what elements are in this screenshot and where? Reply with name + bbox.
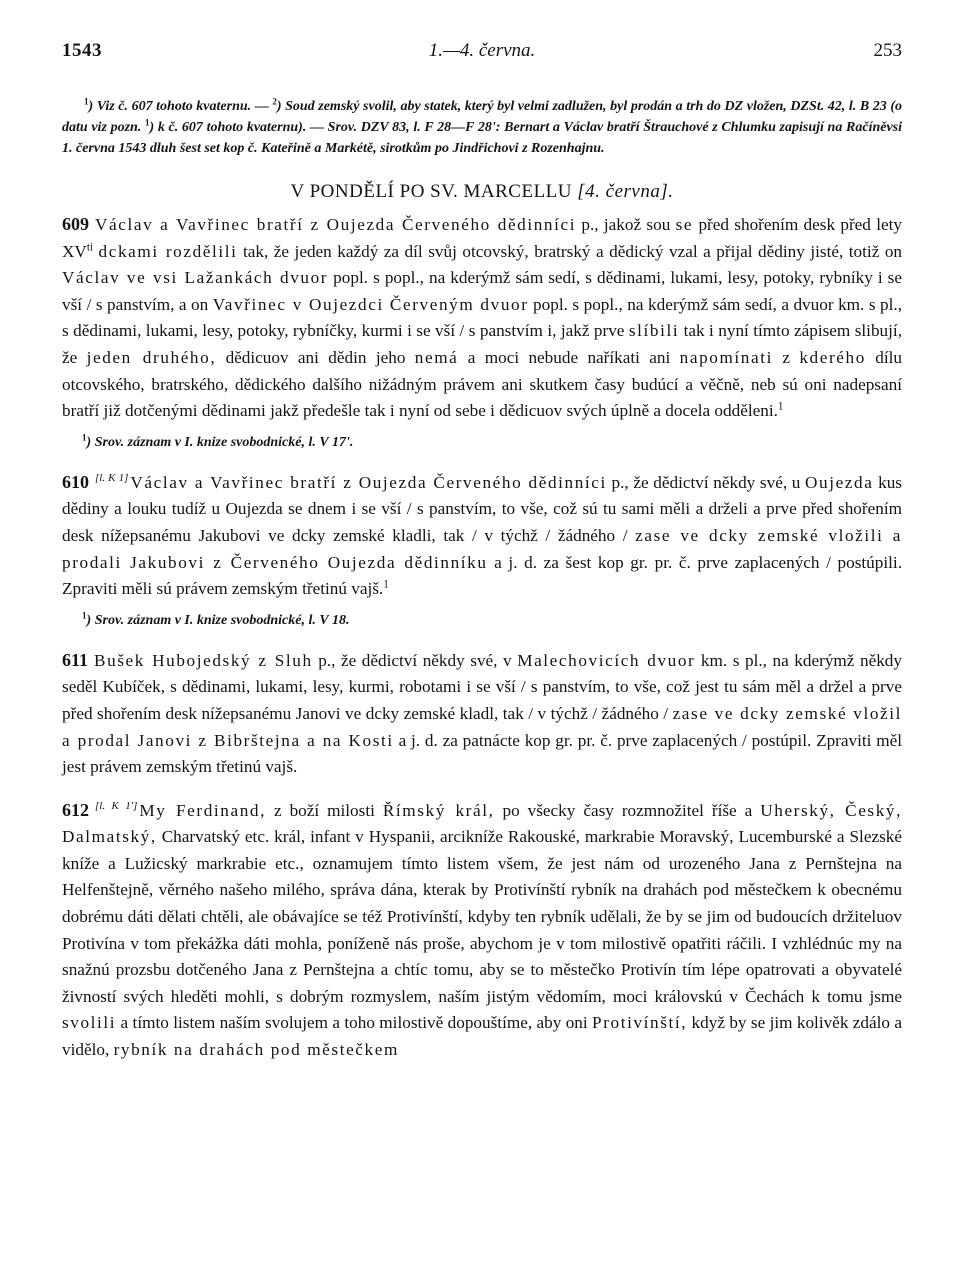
spaced-emphasis: Bušek Hubojedský z Sluh (94, 650, 313, 670)
footnote-reference: 1 (383, 578, 389, 591)
entry-number: 612 (62, 799, 89, 820)
footnote-text: k č. 607 tohoto kvaternu). — Srov. DZV 83, l. F 28—F 28': Bernart a Václav bratří Štrauchové z Chlumku zapisují na Račíněvsi 1. června 1543 dluh šest set kop č. Kateřině a Markétě, sirotkům po Jindřichovi z Rozenhajnu. (62, 120, 903, 156)
footnote-marker: 1 (84, 96, 89, 107)
spaced-emphasis: se (675, 215, 694, 234)
entry-text: kus dědiny a louku tudíž u Oujezda se dnem i se vší / s panstvím, to vše, což sú tu sami měli a drželi a prve před shořením desk nížepsanému Jakubovi ve dcky zemské kladli, tak / v týchž / žádného / (62, 472, 902, 545)
spaced-emphasis: Malechovicích dvuor (517, 650, 696, 670)
folio-mark: [l. K 1] (95, 472, 129, 485)
entry-text: dílu otcovského, bratrského, dědického dalšího nižádným právem ani skutkem časy budúcí a věčně, neb sú oni nadepsaní bratří již dotčenými dědinami jakž předešle tak i nyní od sebe i dědicuov svých úplně a docela odděleni. (62, 347, 902, 421)
spaced-emphasis: kderého (799, 347, 866, 367)
entry-text: a tímto listem naším svolujem a toho milostivě dopouštíme, aby oni (116, 1013, 593, 1033)
spaced-emphasis: Římský král, (382, 800, 495, 820)
entry-text: když by se jim kolivěk zdálo a vidělo, (62, 1013, 902, 1060)
header-year: 1543 (62, 40, 102, 61)
entry-number: 611 (62, 649, 89, 670)
entry-612 (62, 797, 902, 1064)
footnote-marker: 1 (144, 117, 150, 128)
section-title-date: [4. června]. (577, 181, 674, 202)
spaced-emphasis: Oujezda (805, 472, 874, 492)
spaced-emphasis: Václav a Vavřinec bratří z Oujezda Červeného dědinníci (95, 215, 577, 234)
entry-609 (62, 211, 902, 425)
section-title (62, 181, 902, 203)
spaced-emphasis: Uherský, Český, Dalmatský, (62, 800, 902, 847)
entry-text: p., jakož sou (576, 215, 676, 234)
entry-text: po všecky časy rozmnožitel říše a (494, 800, 761, 820)
entry-text: p., že dědictví někdy své, v (312, 650, 518, 670)
page-number: 253 (873, 40, 902, 61)
entry-number: 609 (62, 214, 89, 234)
footnote-text: Viz č. 607 tohoto kvaternu. — (96, 99, 269, 114)
entry-text: popl. s popl., na kderýmž sám sedí, s dědinami, lukami, lesy, potoky, rybníky i se vší / s panstvím, a on (62, 268, 903, 314)
spaced-emphasis: My Ferdinand, (139, 800, 267, 820)
footnote-text: Srov. záznam v I. knize svobodnické, l. V 17'. (94, 434, 354, 450)
entry-text: z boží milosti (266, 800, 383, 820)
footnote-reference: 1 (777, 400, 784, 413)
spaced-emphasis: jeden druhého, (86, 347, 217, 367)
entry-text: tak i nyní tímto zápisem slibují, že (62, 321, 902, 367)
entry-text: tak, že jeden každý za díl svůj otcovský, bratrský a dědický vzal a přijal dědiny jisté, totiž on (237, 241, 903, 261)
spaced-emphasis: zase ve dcky zemské vložil a prodal Janovi z Bibrštejna a na Kosti (62, 703, 902, 750)
entry-number: 610 (62, 471, 89, 492)
entry-text: Charvatský etc. král, infant v Hyspanii, arcikníže Rakouské, markrabie Moravský, Lucemburské a Slezské kníže a Lužicský markrabie etc., oznamujem tímto listem všem, že jest nám od urozeného Jana z Pernštejna na Helfenštejně, věrného našeho milého, správa dána, kterak by Protivínští rybník na drahách pod městečkem k obecnému dobrému dáti dělati chtěli, ale obávajíce se též Protivínští, kdyby ten rybník udělali, že by se jim od budoucích držiteluov Protivína v tom překážka dáti mohla, poníženě nás proše, abychom je v tom milostivě opatřiti ráčili. I vzhlédnúc my na snažnú prozsbu dotčeného Jana z Pernštejna a chtíc tomu, aby se to městečko Protivín tím lépe opatrovati a obyvatelé živností svých hleděti mohli, s dobrým rozmyslem, naším jistým vědomím, moci královskú v Čechách k tomu jsme (62, 827, 902, 1006)
footnote-marker: 1 (82, 432, 87, 443)
entry-611 (62, 647, 902, 781)
entries-list (62, 211, 902, 1064)
footnote-marker: 1 (82, 610, 87, 621)
entry-footnote: $^1$) Srov. záznam v I. knize svobodnické, l. V 18. (82, 610, 350, 628)
entry-footnote: $^1$) Srov. záznam v I. knize svobodnické, l. V 17'. (82, 432, 354, 450)
spaced-emphasis: nemá (414, 347, 459, 367)
entry-text: p., že dědictví někdy své, u (606, 472, 805, 492)
entry-text: dědicuov ani dědin jeho (216, 347, 415, 367)
footnote-reference: ti (86, 240, 94, 253)
spaced-emphasis: rybník na drahách pod městečkem (113, 1040, 399, 1060)
top-footnotes: $^1$) Viz č. 607 tohoto kvaternu. — $^2$) Soud zemský svolil, aby statek, který byl velmi zadlužen, byl prodán a trh do DZ vložen, DZSt. 42, l. B 23 (o datu viz pozn. $^1$) k č. 607 tohoto kvaternu). — Srov. DZV 83, l. F 28—F 28': Bernart a Václav bratří Štrauchové z Chlumku zapisují na Račíněvsi 1. června 1543 dluh šest set kop č. Kateřině a Markétě, sirotkům po Jindřichovi z Rozenhajnu. (62, 96, 903, 156)
spaced-emphasis: dckami rozdělili (98, 241, 238, 261)
spaced-emphasis: Protivínští, (592, 1013, 688, 1033)
entry-text: a moci nebude naříkati ani (458, 347, 680, 367)
spaced-emphasis: Václav a Vavřinec bratří z Oujezda Červeného dědinníci (130, 472, 607, 492)
spaced-emphasis: slíbili (628, 321, 680, 341)
entry-text: z (772, 347, 800, 367)
spaced-emphasis: Václav ve vsi Lažankách dvuor (62, 268, 329, 288)
folio-mark: [l. K 1'] (95, 799, 138, 812)
entry-text: popl. s popl., na kderýmž sám sedí, a dvuor km. s pl., s dědinami, lukami, lesy, potoky, rybníčky, kurmi i se vší / s panstvím i, jakž prve (62, 294, 902, 341)
entry-text: a j. d. za patnácte kop gr. pr. č. prve zaplacených / postúpil. Zpraviti měl jest právem zemským třetinú vajš. (62, 730, 903, 777)
entry-text: km. s pl., na kderýmž někdy seděl Kubíček, s dědinami, lukami, lesy, kurmi, robotami i se vší / s panstvím, to vše, což jest tu sám měl a držel a prve před shořením desk nížepsanému Janovi ve dcky zemské kladl, tak / v týchž / žádného / (62, 650, 902, 723)
page-header (62, 40, 902, 74)
footnote-text: Srov. záznam v I. knize svobodnické, l. V 18. (94, 612, 350, 628)
footnote-text: Soud zemský svolil, aby statek, který byl velmi zadlužen, byl prodán a trh do DZ vložen, DZSt. 42, l. B 23 (o datu viz pozn. (62, 99, 902, 135)
entry-610 (62, 469, 902, 603)
spaced-emphasis: zase ve dcky zemské vložili a prodali Jakubovi z Červeného Oujezda dědinníku (62, 525, 902, 572)
header-date-range: 1.—4. června. (428, 40, 536, 61)
spaced-emphasis: napomínati (679, 347, 773, 367)
entry-text: před shořením desk před lety XV (62, 215, 902, 261)
section-title-text: V PONDĚLÍ PO SV. MARCELLU (290, 181, 573, 202)
spaced-emphasis: svolili (62, 1013, 117, 1033)
document-page (62, 40, 902, 1064)
footnote-marker: 2 (272, 96, 277, 107)
spaced-emphasis: Vavřinec v Oujezdci Červeným dvuor (212, 294, 529, 314)
entry-text: a j. d. za šest kop gr. pr. č. prve zaplacených / postúpili. Zpraviti měli sú právem zemským třetinú vajš. (62, 552, 902, 599)
